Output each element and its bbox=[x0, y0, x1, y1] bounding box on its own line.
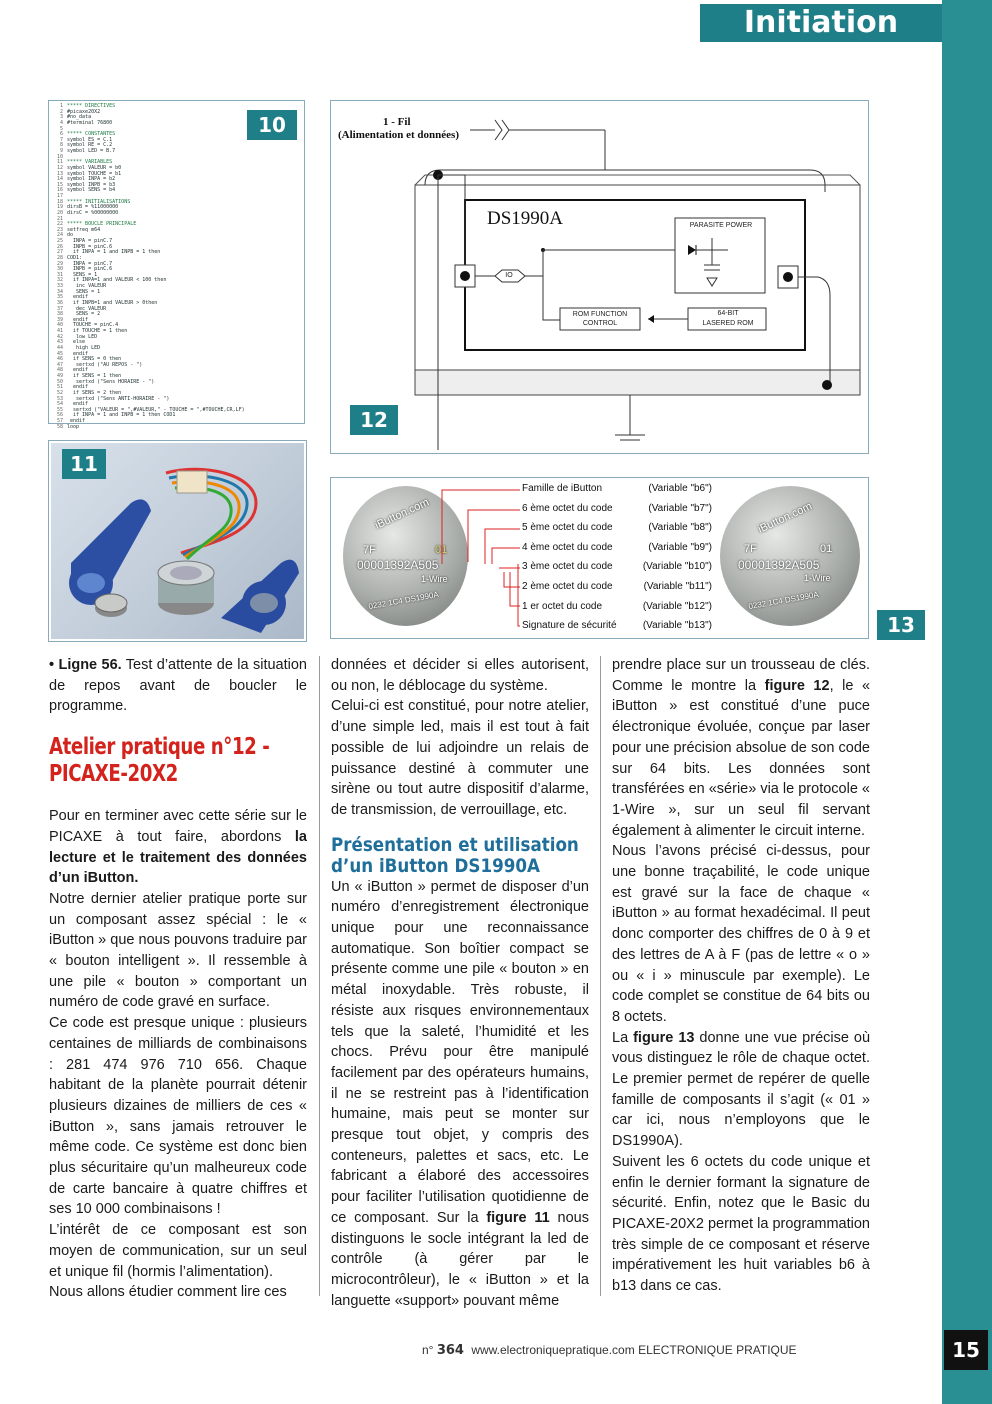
byte-role-label: 3 ème octet du code bbox=[522, 561, 613, 573]
wire-label-2: (Alimentation et données) bbox=[338, 129, 459, 141]
byte-role-label: 6 ème octet du code bbox=[522, 502, 613, 514]
figure-number-12: 12 bbox=[350, 405, 398, 435]
code-line-number: 27 bbox=[56, 249, 63, 256]
line-numbers bbox=[51, 104, 63, 430]
code-line: endif bbox=[67, 350, 89, 357]
heading-presentation-line1: Présentation et utilisation bbox=[331, 833, 579, 856]
byte-role-variable: (Variable "b12") bbox=[642, 600, 712, 612]
coin-right-code-top: 7F bbox=[744, 543, 757, 555]
coin-left-wire: 1-Wire bbox=[421, 574, 448, 584]
col1-para-2-bold: la lecture et le traitement des données d’un iButton. bbox=[49, 828, 307, 887]
code-line: symbol INPA = b2 bbox=[67, 176, 116, 183]
col2-para-3-end: nous distinguons le socle intégrant la led de contrôle (à gérer par le microcontrôleur), le « iButton » et la languette «support» pouvant même bbox=[331, 1209, 589, 1309]
code-line: symbol SENS = b4 bbox=[67, 187, 116, 194]
code-line: do bbox=[67, 232, 74, 239]
code-line: dirsB = %11000000 bbox=[67, 204, 119, 211]
byte-role-row bbox=[522, 616, 712, 636]
coin-right-wire: 1-Wire bbox=[804, 573, 831, 583]
code-line-number: 54 bbox=[56, 401, 63, 408]
code-line-number: 34 bbox=[56, 288, 63, 295]
code-line-number: 45 bbox=[56, 350, 63, 357]
magazine-name: ELECTRONIQUE PRATIQUE bbox=[638, 1343, 797, 1357]
col3-para-3-text-a: La bbox=[612, 1029, 634, 1046]
code-line-number: 20 bbox=[56, 209, 63, 216]
code-line-number: 52 bbox=[56, 389, 63, 396]
code-line-number: 10 bbox=[56, 153, 63, 160]
code-source bbox=[67, 104, 245, 430]
byte-role-variable: (Variable "b6") bbox=[648, 483, 712, 494]
code-line-number: 38 bbox=[56, 311, 63, 318]
figure-13-leader-lines bbox=[400, 480, 525, 635]
code-line: symbol INPB = b3 bbox=[67, 181, 116, 188]
byte-role-variable: (Variable "b7") bbox=[648, 502, 712, 514]
code-line-number: 19 bbox=[56, 204, 63, 211]
code-line-number: 56 bbox=[56, 412, 63, 419]
code-line: loop bbox=[67, 423, 80, 430]
code-line: SENS = 1 bbox=[67, 271, 98, 278]
code-line-number: 33 bbox=[56, 283, 63, 289]
code-line: endif bbox=[67, 401, 89, 408]
byte-role-label: 2 ème octet du code bbox=[522, 580, 613, 592]
code-line: ***** INITIALISATIONS bbox=[67, 198, 131, 205]
byte-role-variable: (Variable "b10") bbox=[642, 561, 712, 573]
code-line-number: 11 bbox=[56, 159, 63, 166]
coin-right-serial: 00001392A505 bbox=[738, 558, 820, 572]
code-line-number: 6 bbox=[59, 131, 63, 138]
byte-role-row bbox=[522, 557, 712, 577]
heading-presentation-line2: d’un iButton DS1990A bbox=[331, 854, 540, 877]
code-line: ***** DIRECTIVES bbox=[67, 103, 116, 109]
coin-left-brand: iButton.com bbox=[373, 496, 431, 532]
code-line-number: 39 bbox=[56, 316, 63, 323]
code-line: INPB = pinC.6 bbox=[67, 266, 113, 273]
side-color-band bbox=[942, 0, 992, 1404]
col1-para-4: Ce code est presque unique : plusieurs centaines de milliards de combinaisons : 281 474 976 710 656. Chaque habitant de la planète pourrait détenir plusieurs dizaines de milliers de ces « iButton », sans jamais retrouver le même code. Ce système est donc bien plus sécuritaire qu’un malheureux code de carte bancaire à quatre chiffres et ses 10 000 combinaisons ! bbox=[49, 1015, 307, 1218]
code-line: if INPB=1 and VALEUR > 0then bbox=[67, 299, 158, 306]
col3-para-1 bbox=[612, 655, 870, 841]
code-line: low LED bbox=[67, 333, 98, 340]
code-line-number: 46 bbox=[56, 356, 63, 363]
col1-para-2 bbox=[49, 806, 307, 889]
code-line: if INPA=1 and VALEUR < 100 then bbox=[67, 277, 167, 284]
code-line-number: 35 bbox=[56, 294, 63, 301]
byte-role-legend bbox=[522, 479, 712, 636]
byte-role-label: 1 er octet du code bbox=[522, 600, 603, 612]
col2-para-2: Celui-ci est constitué, pour notre atelier, d’une simple led, mais il est tout à fait possible de lui adjoindre un relais de puissance destiné à commuter une sirène ou tout autre dispositif d’alarme, de transmission, de verrouillage, etc. bbox=[331, 698, 589, 818]
code-line-number: 32 bbox=[56, 277, 63, 284]
code-line-number: 17 bbox=[56, 193, 63, 199]
coin-right-bottom: 0232 1C4 DS1990A bbox=[747, 589, 820, 612]
code-line-number: 48 bbox=[56, 367, 63, 374]
col3-para-1-bold: figure 12 bbox=[764, 677, 830, 694]
code-line-number: 43 bbox=[56, 339, 63, 346]
code-line-number: 14 bbox=[56, 176, 63, 183]
code-line-number: 29 bbox=[56, 260, 63, 267]
col2-para-3-text: Un « iButton » permet de disposer d’un numéro d’enregistrement électronique unique pour une reconnaissance automatique. Son boîtier compact se présente comme une pile « bouton » en métal inoxydable. Très robuste, il résiste aux risques environnementaux tels que la saleté, l’humidité et les chocs. Prévu pour être manipulé facilement par des opérateurs humains, il ne se restreint pas à l’identification humaine, mais peut se monter sur presque tout objet, y compris des conteneurs, palettes et sacs, etc. Le fabricant a élaboré des accessoires pour faciliter l’utilisation quotidienne de ce composant. Sur la bbox=[331, 878, 589, 1226]
code-line-number: 36 bbox=[56, 299, 63, 306]
col1-para-6: Nous allons étudier comment lire ces bbox=[49, 1284, 287, 1301]
col3-para-2: Nous l’avons précisé ci-dessus, pour une bonne traçabilité, le code unique est gravé sur la face de chaque « iButton » au format hexadécimal. Il peut donc comporter des chiffres de 0 à 9 et des lettres de A à F (pas de lettre « o » ou « i » minuscule par exemple). Le code complet se constitue de 64 bits ou 8 octets. bbox=[612, 843, 870, 1025]
col1-para-2-text: Pour en terminer avec cette série sur le PICAXE à tout faire, abordons bbox=[49, 808, 307, 845]
code-line: symbol VALEUR = b0 bbox=[67, 164, 122, 171]
website-link[interactable]: www.electroniquepratique.com bbox=[471, 1343, 635, 1357]
code-line: sertxd ("AU REPOS - ") bbox=[67, 361, 143, 368]
byte-role-row bbox=[522, 499, 712, 519]
code-line: sertxd ("Sens ANTI-HORAIRE - ") bbox=[67, 395, 170, 402]
byte-role-label: Signature de sécurité bbox=[522, 620, 617, 632]
code-line-number: 1 bbox=[59, 103, 63, 109]
byte-role-variable: (Variable "b9") bbox=[648, 541, 712, 553]
code-line-number: 22 bbox=[56, 221, 63, 228]
text-column-3 bbox=[612, 655, 870, 1297]
coin-left-code-mid: 01 bbox=[435, 544, 448, 556]
column-divider-2 bbox=[600, 656, 601, 1296]
code-line-number: 31 bbox=[56, 271, 63, 278]
col2-para-3-bold: figure 11 bbox=[486, 1209, 550, 1226]
code-line: endif bbox=[67, 294, 89, 301]
code-line: INPA = pinC.7 bbox=[67, 260, 113, 267]
code-listing bbox=[51, 103, 301, 430]
lasered-rom-label-1: 64-BIT bbox=[717, 310, 739, 317]
code-line-number: 3 bbox=[59, 114, 63, 121]
figure-number-13: 13 bbox=[877, 610, 925, 640]
code-line-number: 25 bbox=[56, 238, 63, 244]
code-line: dirsC = %00000000 bbox=[67, 209, 119, 216]
code-line-number: 24 bbox=[56, 232, 63, 239]
code-line: INPA = pinC.7 bbox=[67, 238, 113, 244]
code-line: SENS = 2 bbox=[67, 311, 101, 318]
code-line: #no_data bbox=[67, 114, 92, 121]
code-line-number: 57 bbox=[56, 418, 63, 424]
text-column-2 bbox=[331, 655, 589, 1311]
col3-para-1-text-b: , le « iButton » est constitué d’une puce électronique évoluée, conçue par laser pour une précision absolue de son code sur 64 bits. Les données sont transférées en «série» via le protocole « 1-Wire », sur un seul fil servant également à alimenter le circuit interne. bbox=[612, 677, 871, 839]
code-line-number: 40 bbox=[56, 322, 63, 329]
io-label: IO bbox=[505, 272, 513, 279]
code-line: ***** VARIABLES bbox=[67, 159, 113, 166]
col2-para-1: données et décider si elles autorisent, ou non, le déblocage du système. bbox=[331, 657, 589, 694]
wire-label-1: 1 - Fil bbox=[383, 116, 411, 128]
code-line: sertxd ("Sens HORAIRE - ") bbox=[67, 378, 155, 385]
code-line: endif bbox=[67, 418, 86, 424]
code-line-number: 12 bbox=[56, 164, 63, 171]
code-line-number: 21 bbox=[56, 215, 63, 222]
heading-atelier-line1: Atelier pratique n°12 - bbox=[49, 734, 270, 761]
code-line: SENS = 1 bbox=[67, 288, 101, 295]
byte-role-row bbox=[522, 538, 712, 558]
col1-para-3: Notre dernier atelier pratique porte sur un composant assez spécial : le « iButton » que nous pouvons traduire par « bouton intelligent ». Il ressemble à une pile « bouton » comportant un numéro de code gravé en surface. bbox=[49, 890, 307, 1011]
page-number: 15 bbox=[944, 1330, 988, 1370]
code-line: endif bbox=[67, 384, 89, 391]
col1-para-1 bbox=[49, 655, 307, 717]
code-line: ***** BOUCLE PRINCIPALE bbox=[67, 221, 137, 228]
issue-number: 364 bbox=[436, 1343, 464, 1358]
byte-role-row bbox=[522, 518, 712, 538]
code-line: high LED bbox=[67, 344, 101, 351]
code-line: #terminal 76800 bbox=[67, 119, 113, 126]
byte-role-row bbox=[522, 577, 712, 597]
text-column-1 bbox=[49, 655, 307, 1303]
code-line-number: 16 bbox=[56, 187, 63, 194]
coin-right-brand: iButton.com bbox=[756, 500, 814, 536]
issue-prefix: n° bbox=[422, 1343, 434, 1357]
byte-role-label: 4 ème octet du code bbox=[522, 541, 613, 553]
byte-role-variable: (Variable "b8") bbox=[648, 522, 712, 534]
code-line-number: 50 bbox=[56, 378, 63, 385]
code-line-number: 13 bbox=[56, 170, 63, 177]
code-line-number: 4 bbox=[59, 119, 63, 126]
lasered-rom-label-2: LASERED ROM bbox=[702, 320, 754, 327]
code-line-number: 44 bbox=[56, 344, 63, 351]
figure-number-11: 11 bbox=[62, 449, 106, 479]
code-line: endif bbox=[67, 316, 89, 323]
code-line: if TOUCHE = 1 then bbox=[67, 328, 128, 334]
code-line-number: 23 bbox=[56, 226, 63, 233]
col3-para-3-text-b: donne une vue précise où vous distinguez le rôle de chaque octet. Le premier permet de repérer de quelle famille de composants il s’agit (« 01 » car ici, nous n’employons que le DS1990A). bbox=[612, 1029, 871, 1150]
byte-role-variable: (Variable "b13") bbox=[642, 620, 712, 632]
page-footer bbox=[422, 1343, 797, 1358]
rom-function-control-label: ROM FUNCTION CONTROL bbox=[572, 311, 628, 327]
byte-role-label: Famille de iButton bbox=[522, 483, 603, 494]
byte-role-row bbox=[522, 479, 712, 499]
code-line-number: 51 bbox=[56, 384, 63, 391]
byte-role-variable: (Variable "b11") bbox=[643, 580, 712, 592]
col3-para-4: Suivent les 6 octets du code unique et enfin le dernier formant la signature de sécurité. Enfin, notez que le Basic du PICAXE-20X2 permet la programmation très simple de ce composant et réserve impérativement les huit variables b6 à b13 dans ce cas. bbox=[612, 1153, 870, 1295]
ibutton-coin-right bbox=[720, 486, 860, 626]
code-line: endif bbox=[67, 367, 89, 374]
coin-right-code-mid: 01 bbox=[820, 543, 833, 555]
code-line: if SENS = 2 then bbox=[67, 389, 122, 396]
coin-left-serial: 00001392A505 bbox=[357, 558, 439, 572]
col1-para-1-bold: • Ligne 56. bbox=[49, 657, 122, 673]
code-line-number: 26 bbox=[56, 243, 63, 250]
code-line-number: 55 bbox=[56, 406, 63, 413]
code-line-number: 30 bbox=[56, 266, 63, 273]
code-line: inc VALEUR bbox=[67, 283, 107, 289]
parasite-power-label: PARASITE POWER bbox=[689, 222, 753, 229]
code-line: TOUCHE = pinC.4 bbox=[67, 322, 119, 329]
code-line: if INPA = 1 and INPB = 1 then COD1 bbox=[67, 412, 176, 419]
code-line-number: 28 bbox=[56, 254, 63, 261]
code-line: if SENS = 0 then bbox=[67, 356, 122, 363]
code-line-number: 41 bbox=[56, 328, 63, 334]
code-line: dec VALEUR bbox=[67, 305, 107, 312]
code-line-number: 15 bbox=[56, 181, 63, 188]
code-line: ***** CONSTANTES bbox=[67, 131, 116, 138]
code-line: if INPA = 1 and INPB = 1 then bbox=[67, 249, 161, 256]
code-line: symbol ES = C.1 bbox=[67, 136, 113, 143]
byte-role-label: 5 ème octet du code bbox=[522, 522, 613, 534]
col3-para-3-bold: figure 13 bbox=[633, 1029, 695, 1046]
code-line: setfreq m64 bbox=[67, 226, 101, 233]
code-line-number: 5 bbox=[59, 125, 63, 132]
code-line-number: 49 bbox=[56, 373, 63, 379]
code-line-number: 18 bbox=[56, 198, 63, 205]
code-line: symbol RE = C.2 bbox=[67, 142, 113, 149]
figure-number-10: 10 bbox=[247, 110, 297, 140]
code-line: symbol TOUCHE = b1 bbox=[67, 170, 122, 177]
code-line-number: 37 bbox=[56, 305, 63, 312]
code-line: sertxd ("VALEUR = ",#VALEUR," - TOUCHE = ",#TOUCHE,CR,LF) bbox=[67, 406, 245, 413]
code-line-number: 8 bbox=[59, 142, 63, 149]
code-line: if SENS = 1 then bbox=[67, 373, 122, 379]
ds1990a-schematic-diagram bbox=[330, 100, 869, 454]
code-line-number: 47 bbox=[56, 361, 63, 368]
byte-role-row bbox=[522, 597, 712, 617]
code-line-number: 42 bbox=[56, 333, 63, 340]
col3-para-3 bbox=[612, 1028, 870, 1152]
code-line-number: 2 bbox=[59, 108, 63, 115]
col2-para-3 bbox=[331, 877, 589, 1312]
code-line-number: 9 bbox=[59, 148, 63, 154]
code-line: else bbox=[67, 339, 86, 346]
col3-para-1-text-a: prendre place sur un trousseau de clés. Comme le montre la bbox=[612, 657, 870, 694]
col1-para-1-text: Test d’attente de la situation de repos avant de boucler le programme. bbox=[49, 657, 307, 715]
code-line: #picaxe20X2 bbox=[67, 108, 101, 115]
col1-para-5: L’intérêt de ce composant est son moyen de communication, sur un seul et unique fil (hormis l’alimentation). bbox=[49, 1222, 307, 1280]
chip-name: DS1990A bbox=[487, 208, 564, 229]
coin-left-bottom: 0232 1C4 DS1990A bbox=[367, 589, 440, 612]
column-divider-1 bbox=[319, 656, 320, 1296]
code-line-number: 53 bbox=[56, 395, 63, 402]
coin-left-code-top: 7F bbox=[363, 544, 376, 556]
code-line-number: 7 bbox=[59, 136, 63, 143]
heading-atelier-line2: PICAXE-20X2 bbox=[49, 761, 178, 788]
section-banner: Initiation bbox=[700, 4, 942, 42]
code-line-number: 58 bbox=[56, 423, 63, 430]
code-line: symbol LED = B.7 bbox=[67, 148, 116, 154]
code-line: INPB = pinC.6 bbox=[67, 243, 113, 250]
code-line: COD1: bbox=[67, 254, 83, 261]
